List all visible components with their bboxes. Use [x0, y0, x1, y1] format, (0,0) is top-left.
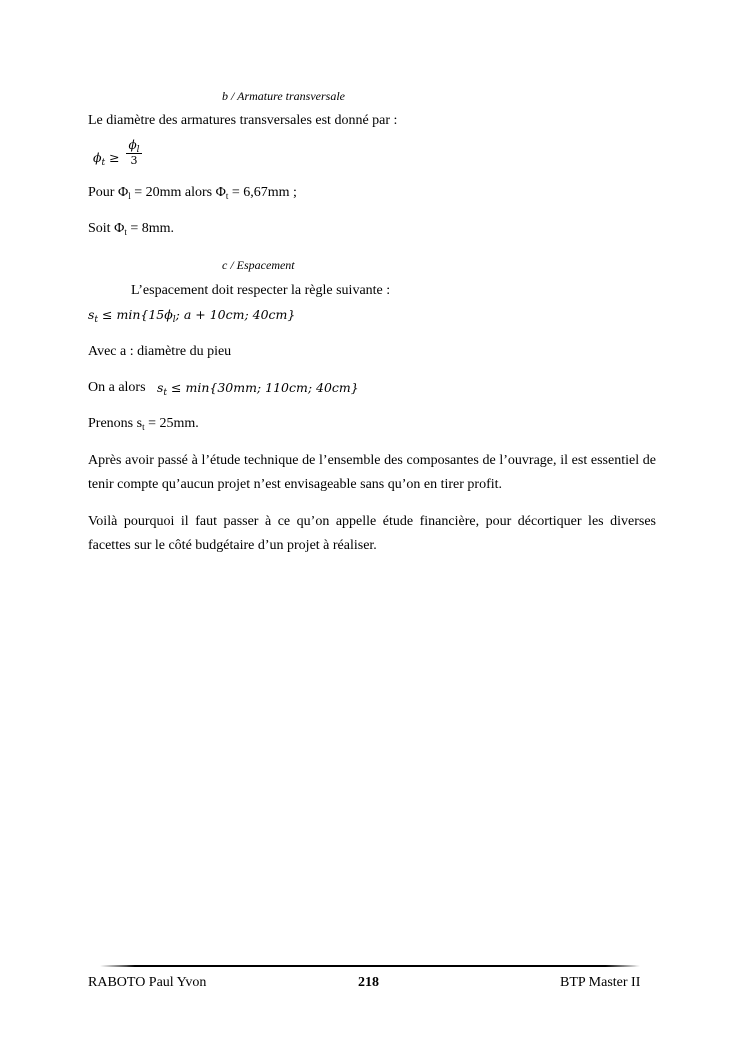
footer-divider — [100, 963, 640, 969]
footer-program: BTP Master II — [560, 975, 641, 990]
fraction-numerator: $\phi_l$ — [126, 138, 142, 154]
phi-symbol: ϕ — [93, 150, 102, 165]
phi-t-formula-lhs — [93, 150, 120, 168]
pour-phi-line: Pour $\Phi_l = 20mm$ alors $\Phi_t = 6,67mm$ ; — [88, 185, 297, 201]
phi-fraction — [126, 138, 142, 167]
paragraph-etude-financiere: Voilà pourquoi il faut passer à ce qu’on appelle étude financière, pour décortiquer les diverses facettes sur le côté budgétaire d’un projet à réaliser. — [88, 514, 656, 553]
section-heading-armature: b / Armature transversale — [222, 89, 345, 103]
footer-page-number: 218 — [358, 975, 379, 990]
geq-symbol: ≥ — [105, 150, 120, 165]
section-heading-espacement: c / Espacement — [222, 258, 295, 272]
diameter-intro-text: Le diamètre des armatures transversales est donné par : — [88, 113, 398, 128]
prenons-line: Prenons $s_t = 25mm$. — [88, 416, 199, 432]
phi-sub-t: t — [101, 158, 106, 168]
st-rule-formula: $s_t \le \min\{15\phi_l$; a + 10cm; 40cm} — [88, 307, 296, 325]
fraction-denominator: 3 — [130, 154, 138, 167]
paragraph-etude-technique: Après avoir passé à l’étude technique de l’ensemble des composantes de l’ouvrage, il est essentiel de tenir compte qu’aucun projet n’est envisageable sans qu’on en tirer profit. — [88, 453, 656, 492]
on-a-alors-text: On a alors — [88, 380, 146, 395]
soit-phi-line: Soit $\Phi_t = 8mm$. — [88, 221, 175, 237]
espacement-intro-text: L’espacement doit respecter la règle suivante : — [131, 283, 391, 298]
avec-a-text: Avec a : diamètre du pieu — [88, 344, 232, 359]
st-values-formula: $s_t \le \min\{30mm$; 110cm; 40cm} — [157, 380, 359, 398]
footer-author: RABOTO Paul Yvon — [88, 975, 207, 990]
